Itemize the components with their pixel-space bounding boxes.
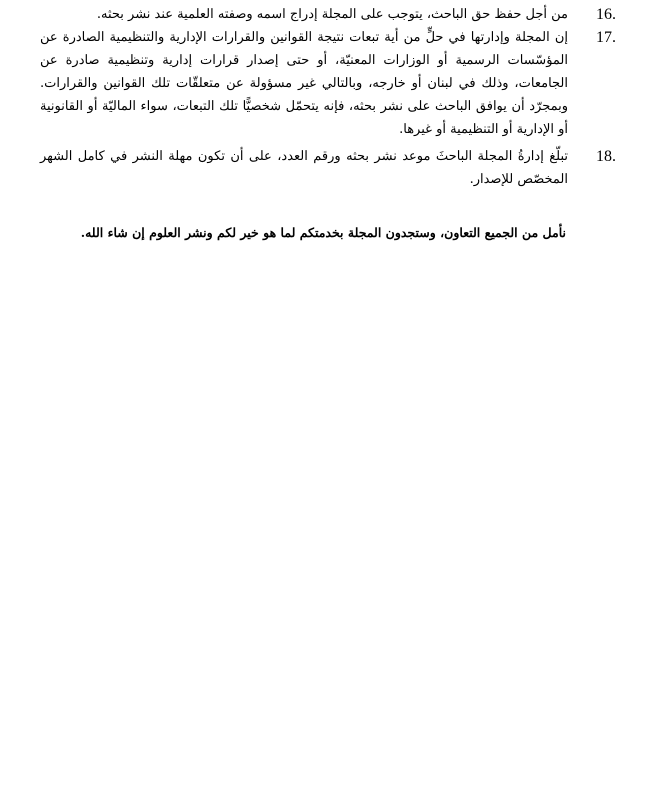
list-item <box>40 26 616 141</box>
closing-statement: نأمل من الجميع التعاون، وستجدون المجلة بخدمتكم لما هو خير لكم ونشر العلوم إن شاء الله. <box>80 225 566 240</box>
item-number: 16. <box>596 6 616 23</box>
item-text: تبلّغ إدارةُ المجلة الباحثَ موعد نشر بحثه ورقم العدد، على أن تكون مهلة النشر في كامل الشهر المخصّص للإصدار. <box>40 149 568 187</box>
list-item <box>40 145 616 191</box>
item-text: من أجل حفظ حق الباحث، يتوجب على المجلة إدراج اسمه وصفته العلمية عند نشر بحثه. <box>96 7 568 22</box>
item-number: 18. <box>596 148 616 165</box>
item-number: 17. <box>596 29 616 46</box>
list-item <box>40 3 616 26</box>
item-text: إن المجلة وإدارتها في حلٍّ من أية تبعات نتيجة القوانين والقرارات الإدارية والتنظيمية الصادرة عن المؤسّسات الرسمية أو الوزارات المعنيّة، أو حتى إصدار قرارات إدارية وتنظيمية صادرة عن الجامعات، وذلك في لبنان أو خارجه، وبالتالي غير مسؤولة عن متعلقّات تلك القوانين والقرارات. وبمجرّد أن يوافق الباحث على نشر بحثه، فإنه يتحمّل شخصيًّا تلك التبعات، سواء الماليّة أو القانونية أو الإدارية أو التنظيمية أو غيرها. <box>40 30 568 137</box>
